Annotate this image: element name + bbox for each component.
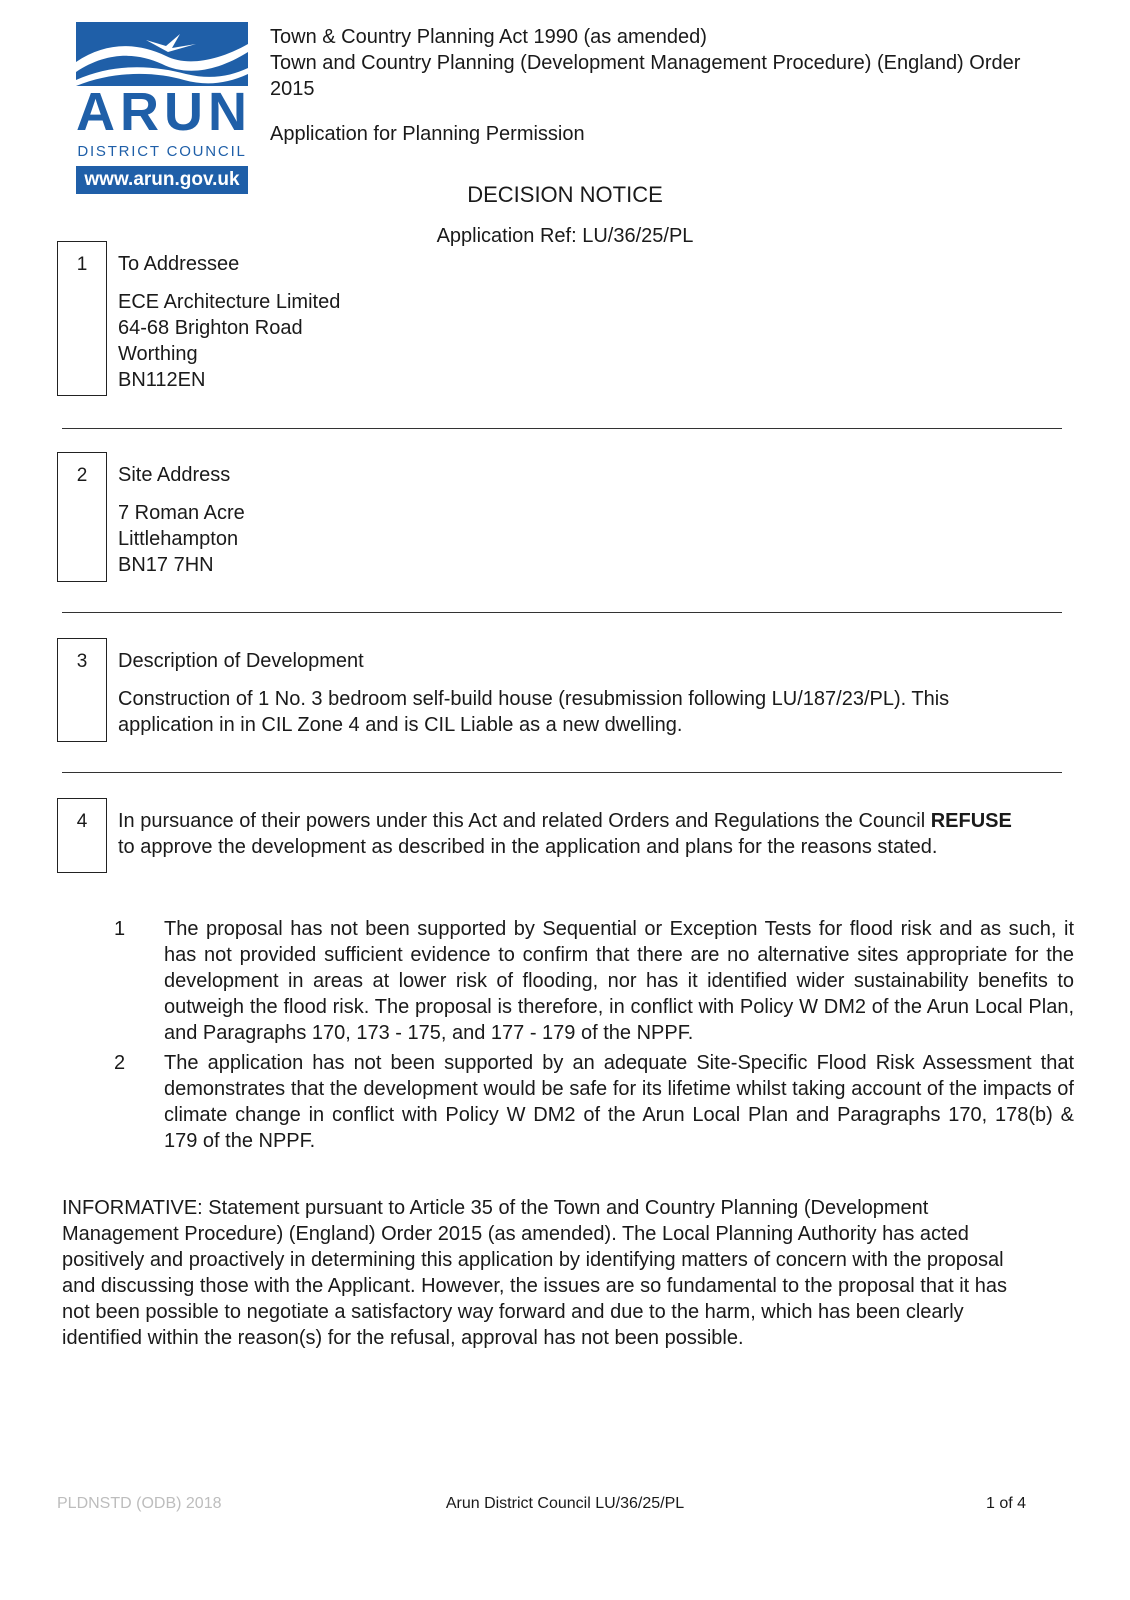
- reason-text: The proposal has not been supported by Sequential or Exception Tests for flood risk and as such, it has not provided sufficient evidence to confirm that there are no alternative sites appropriate for the development in areas at lower risk of flooding, nor has it identified wider sustainability benefits to outweigh the flood risk. The proposal is therefore, in conflict with Policy W DM2 of the Arun Local Plan, and Paragraphs 170, 173 - 175, and 177 - 179 of the NPPF.: [164, 918, 1074, 1044]
- addressee-address: [118, 289, 340, 393]
- divider: [62, 428, 1062, 429]
- section-heading-development: Description of Development: [118, 650, 364, 672]
- act-line-1: Town & Country Planning Act 1990 (as amended): [270, 26, 707, 48]
- address-line: 64-68 Brighton Road: [118, 317, 303, 339]
- section-number-box: 1: [57, 241, 107, 396]
- description-line: Construction of 1 No. 3 bedroom self-build house (resubmission following LU/187/23/PL). This: [118, 688, 950, 710]
- section-number-box: 3: [57, 638, 107, 742]
- section-heading-site: Site Address: [118, 464, 231, 486]
- reason-text: The application has not been supported by an adequate Site-Specific Flood Risk Assessment that demonstrates that the development would be safe for its lifetime whilst taking account of the impacts of climate change in conflict with Policy W DM2 of the Arun Local Plan and Paragraphs 170, 178(b) & 179 of the NPPF.: [164, 1052, 1074, 1152]
- wave-bird-icon: [76, 22, 248, 86]
- decision-text: In pursuance of their powers under this Act and related Orders and Regulations the Council: [118, 810, 931, 832]
- act-line-3: 2015: [270, 78, 315, 100]
- application-type: Application for Planning Permission: [270, 123, 585, 145]
- notice-title: DECISION NOTICE: [467, 182, 663, 207]
- decision-statement: [118, 808, 1063, 860]
- section-heading-addressee: To Addressee: [118, 253, 240, 275]
- divider: [62, 772, 1062, 773]
- logo-wordmark: ARUN: [76, 82, 252, 142]
- informative-statement: [62, 1195, 1062, 1351]
- informative-line: Management Procedure) (England) Order 2015 (as amended). The Local Planning Authority has acted: [62, 1223, 969, 1245]
- logo-subtitle: DISTRICT COUNCIL: [77, 143, 247, 160]
- informative-line: positively and proactively in determining this application by identifying matters of concern with the proposal: [62, 1249, 1004, 1271]
- address-line: BN112EN: [118, 369, 206, 391]
- development-description: [118, 686, 949, 738]
- informative-line: INFORMATIVE: Statement pursuant to Article 35 of the Town and Country Planning (Development: [62, 1197, 929, 1219]
- reason-number: 1: [114, 918, 126, 940]
- informative-line: identified within the reason(s) for the refusal, approval has not been possible.: [62, 1327, 744, 1349]
- footer-center: Arun District Council LU/36/25/PL: [445, 1495, 685, 1512]
- address-line: Littlehampton: [118, 528, 239, 550]
- section-number-box: 2: [57, 452, 107, 582]
- address-line: BN17 7HN: [118, 554, 214, 576]
- divider: [62, 612, 1062, 613]
- decision-line-2: to approve the development as described in the application and plans for the reasons stated.: [118, 836, 938, 858]
- site-address: [118, 500, 245, 578]
- reason-number: 2: [114, 1052, 126, 1074]
- footer-left: PLDNSTD (ODB) 2018: [57, 1495, 222, 1512]
- address-line: 7 Roman Acre: [118, 502, 245, 524]
- address-line: ECE Architecture Limited: [118, 291, 341, 313]
- act-heading: [270, 24, 1070, 102]
- council-logo: [76, 22, 252, 196]
- application-ref: Application Ref: LU/36/25/PL: [436, 225, 694, 247]
- description-line: application in in CIL Zone 4 and is CIL Liable as a new dwelling.: [118, 714, 683, 736]
- act-line-2: Town and Country Planning (Development Management Procedure) (England) Order: [270, 52, 1021, 74]
- logo-url: www.arun.gov.uk: [76, 166, 248, 194]
- decision-outcome: REFUSE: [930, 810, 1012, 832]
- section-number-box: 4: [57, 798, 107, 873]
- informative-line: not been possible to negotiate a satisfactory way forward and due to the harm, which has been clearly: [62, 1301, 964, 1323]
- decision-line-1: [118, 808, 1063, 834]
- page-number: 1 of 4: [986, 1495, 1027, 1512]
- informative-line: and discussing those with the Applicant. However, the issues are so fundamental to the proposal that it has: [62, 1275, 1008, 1297]
- address-line: Worthing: [118, 343, 198, 365]
